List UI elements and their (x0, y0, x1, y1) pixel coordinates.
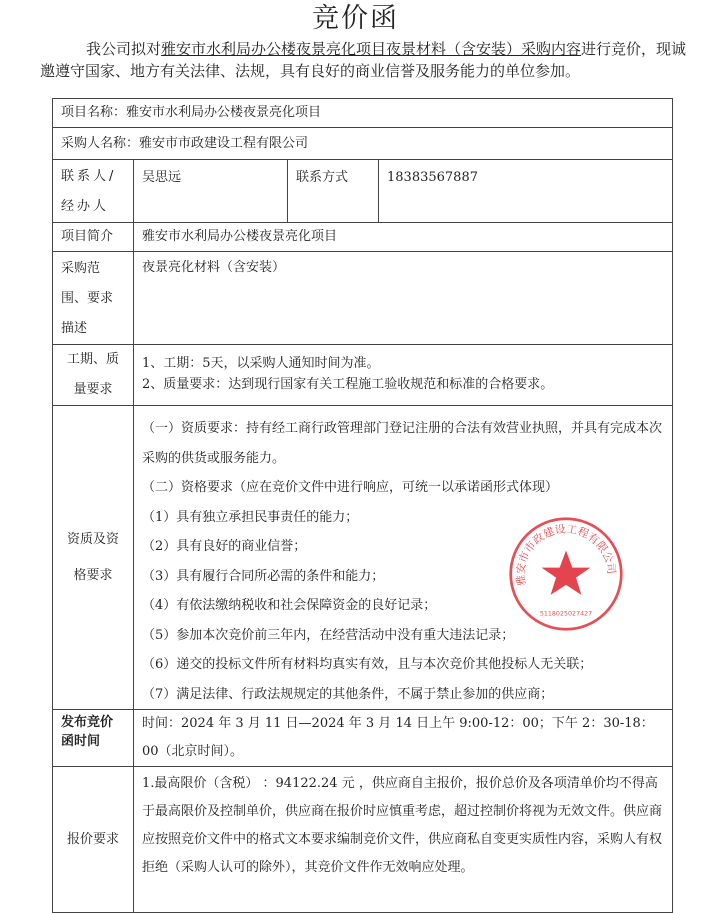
time-value: 时间：2024 年 3 月 11 日—2024 年 3 月 14 日上午 9:00-12：00；下午 2：30-18：00（北京时间）。 (134, 710, 673, 767)
scope-label: 采购范围、要求描述 (53, 252, 134, 345)
time-label: 发布竞价函时间 (53, 710, 134, 767)
intro-paragraph (40, 38, 700, 82)
qual-line: （6）递交的投标文件所有材料均真实有效，且与本次竞价其他投标人无关联； (142, 657, 593, 672)
intro-project: 雅安市水利局办公楼夜景亮化项目夜景材料（含安装）采购内容 (161, 40, 582, 58)
qual-value (134, 406, 673, 710)
contact-name: 吴思远 (134, 160, 288, 223)
qual-line: （4）有依法缴纳税收和社会保障资金的良好记录； (142, 598, 437, 613)
phone-value: 18383567887 (379, 160, 673, 223)
period-label: 工期、质量要求 (53, 345, 134, 406)
phone-label: 联系方式 (288, 160, 379, 223)
period-line: 1、工期：5天，以采购人通知时间为准。 (142, 356, 380, 371)
qual-line: （7）满足法律、行政法规规定的其他条件，不属于禁止参加的供应商； (142, 686, 554, 702)
qual-line: （二）资格要求（应在竞价文件中进行响应，可统一以承诺函形式体现） (142, 480, 559, 495)
qual-lines (142, 414, 664, 709)
qual-line: （1）具有独立承担民事责任的能力； (142, 509, 359, 525)
purchaser: 采购人名称：雅安市市政建设工程有限公司 (53, 128, 673, 160)
qual-line: （5）参加本次竞价前三年内，在经营活动中没有重大违法记录； (142, 627, 515, 643)
intro-suffix: 进行竞价，现诚邀遵守国家、地方有关法律、法规，具有良好的商业信誉及服务能力的单位参加。 (40, 40, 687, 80)
qual-label: 资质及资格要求 (53, 406, 134, 710)
page-title: 竞价函 (312, 3, 399, 34)
intro-prefix: 我公司拟对 (86, 40, 162, 58)
seal-number: 5118025027427 (539, 610, 593, 618)
qual-line: （2）具有良好的商业信誉； (142, 539, 307, 554)
price-value: 1.最高限价（含税） ：94122.24 元 ，供应商自主报价，报价总价及各项清单价均不得高于最高限价及控制单价，供应商在报价时应慎重考虑，超过控制价将视为无效文件。供应商应按照竞价文件中的格式文本要求编制竞价文件，供应商私自变更实质性内容，采购人有权拒绝（采购人认可的除外），其竞价文件作无效响应处理。 (134, 767, 673, 913)
qual-line: （一）资质要求：持有经工商行政管理部门登记注册的合法有效营业执照，并具有完成本次采购的供货或服务能力。 (142, 421, 663, 466)
intro-value: 雅安市水利局办公楼夜景亮化项目 (134, 223, 673, 252)
bid-table (52, 98, 673, 913)
period-line: 2、质量要求：达到现行国家有关工程施工验收规范和标准的合格要求。 (142, 377, 554, 392)
price-label: 报价要求 (53, 767, 134, 913)
intro-label: 项目简介 (53, 223, 134, 252)
qual-line: （3）具有履行合同所必需的条件和能力； (142, 568, 385, 584)
seal-text: 雅安市市政建设工程有限公司 (514, 522, 618, 587)
project-name: 项目名称：雅安市水利局办公楼夜景亮化项目 (53, 99, 673, 128)
contact-label: 联系人/经办人 (53, 160, 134, 223)
period-value (134, 345, 673, 406)
scope-value: 夜景亮化材料（含安装） (134, 252, 673, 345)
